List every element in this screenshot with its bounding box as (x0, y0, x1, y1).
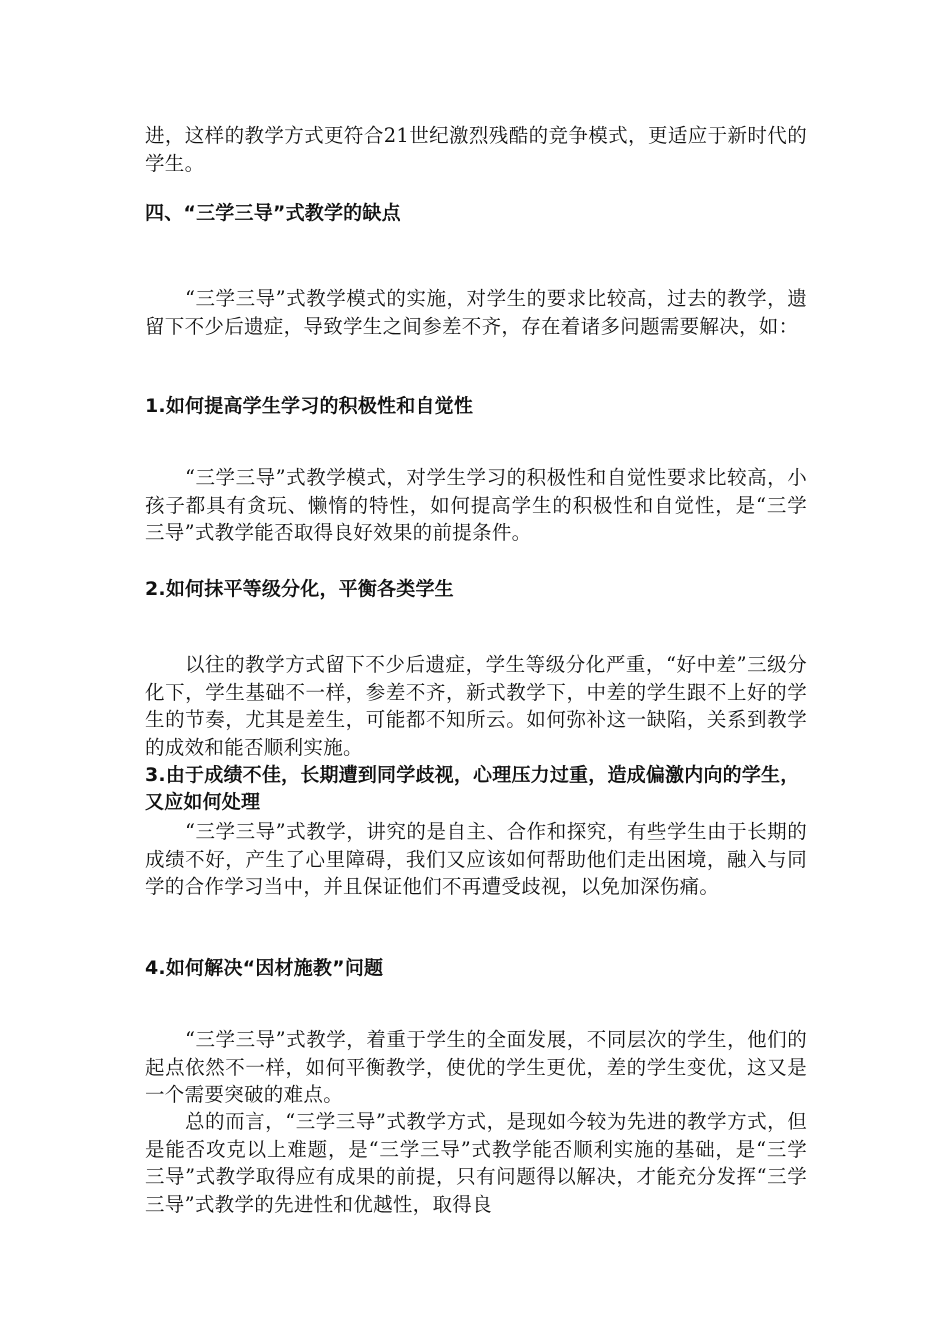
subheading-2: 2.如何抹平等级分化，平衡各类学生 (145, 578, 454, 600)
continuation-paragraph: 进，这样的教学方式更符合21世纪激烈残酷的竞争模式，更适应于新时代的学生。 (145, 124, 807, 175)
subheading-4: 4.如何解决“因材施教”问题 (145, 957, 384, 979)
subheading-3: 3.由于成绩不佳，长期遭到同学歧视，心理压力过重，造成偏激内向的学生，又应如何处理 (145, 764, 800, 813)
paragraph-1: “三学三导”式教学模式，对学生学习的积极性和自觉性要求比较高，小孩子都具有贪玩、懒惰的特性，如何提高学生的积极性和自觉性，是“三学三导”式教学能否取得良好效果的前提条件。 (145, 466, 807, 544)
conclusion-paragraph: 总的而言，“三学三导”式教学方式，是现如今较为先进的教学方式，但是能否攻克以上难题，是“三学三导”式教学能否顺利实施的基础，是“三学三导”式教学取得应有成果的前提，只有问题得以解决，才能充分发挥“三学三导”式教学的先进性和优越性，取得良 (145, 1110, 807, 1216)
section-heading-drawbacks: 四、“三学三导”式教学的缺点 (145, 202, 401, 224)
paragraph-4: “三学三导”式教学，着重于学生的全面发展，不同层次的学生，他们的起点依然不一样，如何平衡教学，使优的学生更优，差的学生变优，这又是一个需要突破的难点。 (145, 1028, 807, 1106)
paragraph-3: “三学三导”式教学，讲究的是自主、合作和探究，有些学生由于长期的成绩不好，产生了心里障碍，我们又应该如何帮助他们走出困境，融入与同学的合作学习当中，并且保证他们不再遭受歧视，以免加深伤痛。 (145, 820, 807, 898)
intro-paragraph: “三学三导”式教学模式的实施，对学生的要求比较高，过去的教学，遗留下不少后遗症，导致学生之间参差不齐，存在着诸多问题需要解决，如： (145, 287, 807, 338)
paragraph-2: 以往的教学方式留下不少后遗症，学生等级分化严重，“好中差”三级分化下，学生基础不一样，参差不齐，新式教学下，中差的学生跟不上好的学生的节奏，尤其是差生，可能都不知所云。如何弥补这一缺陷，关系到教学的成效和能否顺利实施。 (145, 653, 807, 759)
subheading-1: 1.如何提高学生学习的积极性和自觉性 (145, 395, 474, 417)
